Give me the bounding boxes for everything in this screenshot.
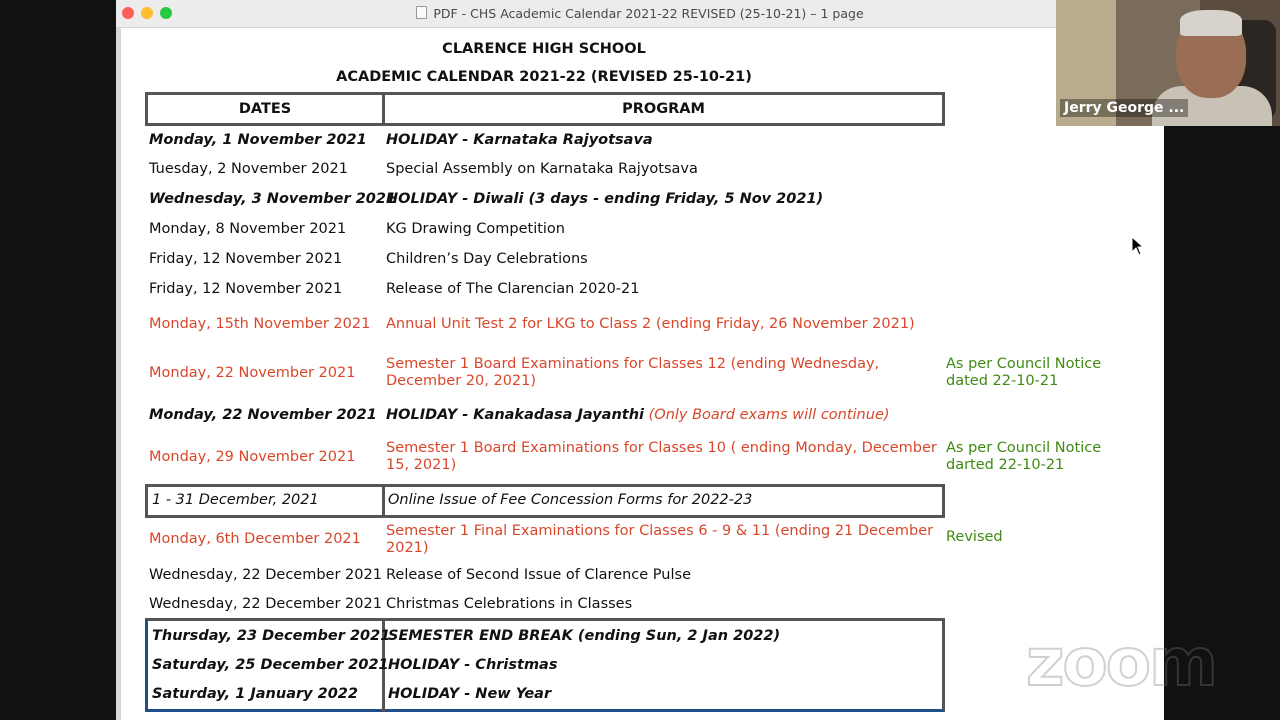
row-program: HOLIDAY - New Year	[388, 686, 552, 702]
row-date: Friday, 12 November 2021	[149, 281, 343, 297]
row-program: Annual Unit Test 2 for LKG to Class 2 (ending Friday, 26 November 2021)	[386, 316, 915, 332]
row-date: Saturday, 25 December 2021	[152, 657, 389, 673]
zoom-watermark: zoom	[1026, 624, 1216, 701]
row-date: Monday, 1 November 2021	[149, 132, 367, 148]
window-title-wrap	[116, 6, 1164, 21]
row-program: SEMESTER END BREAK (ending Sun, 2 Jan 2022)	[388, 628, 781, 644]
december-box-divider	[382, 484, 385, 518]
row-date: Wednesday, 22 December 2021	[149, 596, 382, 612]
mouse-cursor-icon	[1131, 236, 1145, 256]
row-note: As per Council Notice darted 22-10-21	[946, 440, 1102, 473]
calendar-subtitle: ACADEMIC CALENDAR 2021-22 (REVISED 25-10-21)	[336, 69, 752, 85]
participant-video[interactable]	[1056, 0, 1280, 126]
row-program: KG Drawing Competition	[386, 221, 565, 237]
row-program: Release of The Clarencian 2020-21	[386, 281, 640, 297]
row-program: Semester 1 Board Examinations for Classes 10 ( ending Monday, December 15, 2021)	[386, 440, 937, 473]
participant-name: Jerry George ...	[1060, 99, 1188, 117]
video-person-hair	[1180, 10, 1242, 36]
row-date: Monday, 29 November 2021	[149, 449, 356, 465]
row-note: As per Council Notice dated 22-10-21	[946, 356, 1102, 389]
row-program: HOLIDAY - Christmas	[388, 657, 558, 673]
row-date: 1 - 31 December, 2021	[152, 492, 319, 508]
row-date: Tuesday, 2 November 2021	[149, 161, 348, 177]
row-program: Christmas Celebrations in Classes	[386, 596, 633, 612]
row-note: Revised	[946, 529, 1003, 545]
row-date: Saturday, 1 January 2022	[152, 686, 358, 702]
row-program: HOLIDAY - Kanakadasa Jayanthi	[386, 407, 645, 423]
row-program: Children’s Day Celebrations	[386, 251, 588, 267]
row-date: Monday, 15th November 2021	[149, 316, 371, 332]
row-program: HOLIDAY - Karnataka Rajyotsava	[386, 132, 653, 148]
row-date: Thursday, 23 December 2021	[152, 628, 391, 644]
table-row	[116, 356, 1116, 392]
row-date: Friday, 12 November 2021	[149, 251, 343, 267]
row-program-extra: (Only Board exams will continue)	[648, 407, 890, 423]
row-date: Monday, 6th December 2021	[149, 531, 361, 547]
row-program: Online Issue of Fee Concession Forms for 2022-23	[388, 492, 753, 508]
school-name: CLARENCE HIGH SCHOOL	[442, 41, 646, 57]
pdf-viewer-window	[116, 0, 1164, 720]
table-row	[116, 440, 1116, 476]
row-program: Semester 1 Board Examinations for Classes 12 (ending Wednesday, December 20, 2021)	[386, 356, 880, 389]
table-row	[116, 523, 1116, 559]
row-date: Monday, 8 November 2021	[149, 221, 347, 237]
row-program: Release of Second Issue of Clarence Pulse	[386, 567, 691, 583]
row-program: HOLIDAY - Diwali (3 days - ending Friday, 5 Nov 2021)	[386, 191, 824, 207]
dates-header: DATES	[238, 101, 292, 117]
pdf-document-icon	[416, 6, 427, 19]
row-date: Wednesday, 3 November 2021	[149, 191, 397, 207]
row-program: Semester 1 Final Examinations for Classes 6 - 9 & 11 (ending 21 December 2021)	[386, 523, 934, 556]
row-date: Monday, 22 November 2021	[149, 407, 377, 423]
program-header: PROGRAM	[622, 101, 705, 117]
row-date: Wednesday, 22 December 2021	[149, 567, 382, 583]
window-title: PDF - CHS Academic Calendar 2021-22 REVISED (25-10-21) – 1 page	[433, 6, 864, 21]
title-bar[interactable]	[116, 0, 1164, 28]
row-program: Special Assembly on Karnataka Rajyotsava	[386, 161, 698, 177]
row-date: Monday, 22 November 2021	[149, 365, 356, 381]
